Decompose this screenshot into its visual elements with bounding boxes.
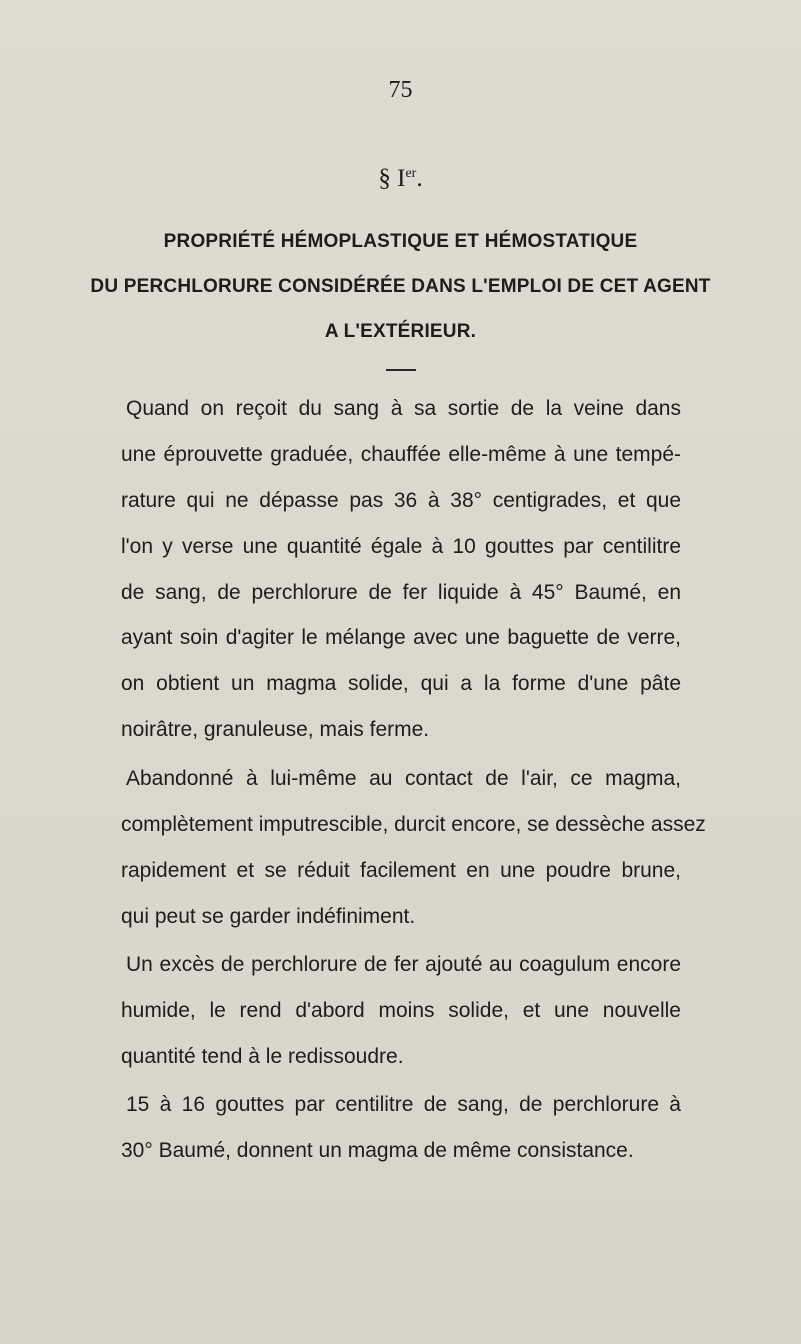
section-heading-line-1: PROPRIÉTÉ HÉMOPLASTIQUE ET HÉMOSTATIQUE [163,231,638,252]
paragraph-4-line: 30° Baumé, donnent un magma de même consistance. [121,1139,634,1162]
paragraph-2-line: complètement imputrescible, durcit encore, se dessèche assez [121,813,706,836]
paragraph-1-line: rature qui ne dépasse pas 36 à 38° centigrades, et que [121,489,681,512]
section-heading-line-2: DU PERCHLORURE CONSIDÉRÉE DANS L'EMPLOI DE CET AGENT [90,276,711,297]
paragraph-1-line: de sang, de perchlorure de fer liquide à 45° Baumé, en [121,581,681,604]
section-mark-superscript: er [405,166,417,181]
section-mark-end: . [416,165,423,192]
paragraph-3-line: quantité tend à le redissoudre. [121,1045,404,1068]
paragraph-2-line: Abandonné à lui-même au contact de l'air, ce magma, [126,767,681,790]
paragraph-1-line: noirâtre, granuleuse, mais ferme. [121,718,430,741]
paragraph-2-line: qui peut se garder indéfiniment. [121,905,416,928]
heading-divider [386,369,416,371]
section-heading-line-3: A L'EXTÉRIEUR. [324,321,477,342]
paragraph-3-line: humide, le rend d'abord moins solide, et une nouvelle [121,999,681,1022]
section-mark-label: § I [378,165,406,192]
paragraph-1-line: Quand on reçoit du sang à sa sortie de la veine dans [126,397,681,420]
paragraph-4-line: 15 à 16 gouttes par centilitre de sang, de perchlorure à [126,1093,681,1116]
section-mark [0,160,801,193]
paragraph-2-line: rapidement et se réduit facilement en une poudre brune, [121,859,681,882]
page-number: 75 [388,77,413,103]
paragraph-3-line: Un excès de perchlorure de fer ajouté au coagulum encore [126,953,681,976]
paragraph-1-line: ayant soin d'agiter le mélange avec une baguette de verre, [121,626,681,649]
paragraph-1-line: on obtient un magma solide, qui a la forme d'une pâte [121,672,681,695]
paragraph-1-line: une éprouvette graduée, chauffée elle-même à une tempé- [121,443,681,466]
paragraph-1-line: l'on y verse une quantité égale à 10 gouttes par centilitre [121,535,681,558]
